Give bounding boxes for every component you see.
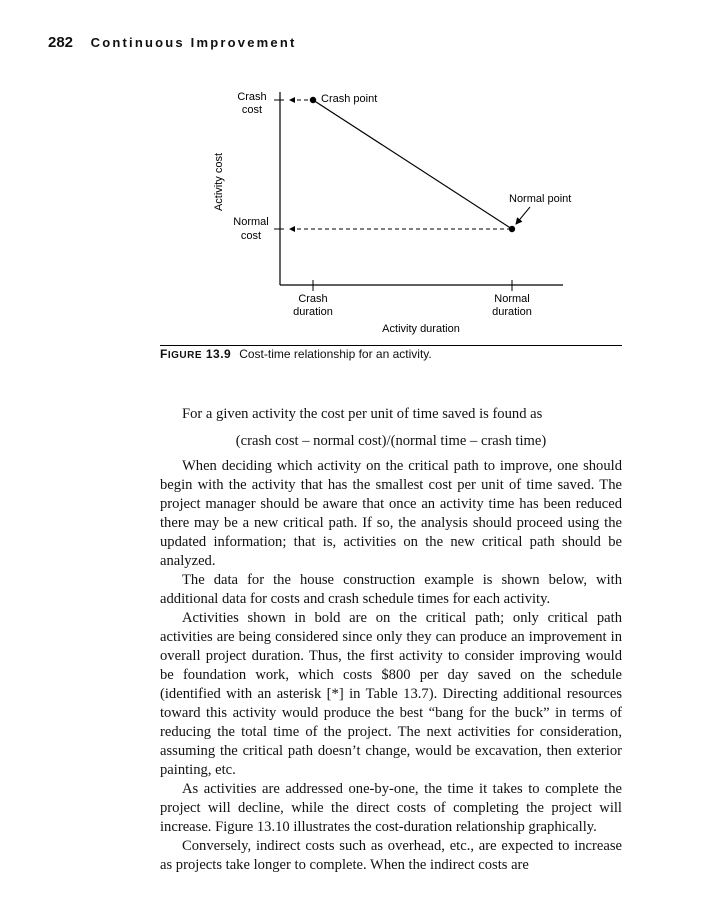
intro-paragraph: For a given activity the cost per unit of time saved is found as [182,406,543,422]
caption-rule [160,345,622,346]
y-axis-label: Activity cost [213,152,225,212]
x-tick-label-crash-2: duration [293,306,333,318]
figure-caption [160,347,432,361]
crash-point-label: Crash point [321,93,378,105]
x-tick-label-crash-1: Crash [298,293,328,305]
paragraph-5: Conversely, indirect costs such as overhead, etc., are expected to increase as projects take longer to complete. When the indirect costs are [160,838,622,873]
normal-point-label: Normal point [509,193,572,205]
x-tick-label-normal-2: duration [492,306,532,318]
page-number: 282 [48,34,74,51]
y-tick-label-normal-1: Normal [233,216,269,228]
formula: (crash cost – normal cost)/(normal time – crash time) [235,433,547,449]
y-tick-label-crash-2: cost [241,104,263,116]
paragraph-1: When deciding which activity on the critical path to improve, one should begin with the activity that has the smallest cost per unit of time saved. The project manager should be aware that once an activity time has been reduced there may be a new critical path. If so, the analysis should proceed using the updated information; that is, activities on the new critical path should be analyzed. [160,458,622,569]
normal-point-marker [509,226,515,232]
normal-point-pointer [516,207,530,224]
paragraph-2: The data for the house construction example is shown below, with additional data for costs and crash schedule times for each activity. [160,572,622,607]
crash-point-marker [310,97,316,103]
x-axis-label: Activity duration [382,323,460,335]
x-tick-label-normal-1: Normal [494,293,530,305]
y-tick-label-crash-1: Crash [237,91,267,103]
y-tick-label-normal-2: cost [240,230,262,242]
body-text [160,405,622,875]
caption-label: FIGURE 13.9 [160,347,232,361]
caption-text: Cost-time relationship for an activity. [239,347,432,361]
running-title: Continuous Improvement [90,35,297,50]
paragraph-3: Activities shown in bold are on the critical path; only critical path activities are being considered since only they can produce an improvement in overall project duration. Thus, the first activity to consider improving would be foundation work, which costs $800 per day saved on the schedule (identified with an asterisk [*] in Table 13.7). Directing additional resources toward this activity would produce the best “bang for the buck” in terms of reducing the total time of the project. The next activities for consideration, assuming the critical path doesn’t change, would be excavation, then exterior painting, etc. [160,610,622,778]
paragraph-4: As activities are addressed one-by-one, the time it takes to complete the project will decline, while the direct costs of completing the project will increase. Figure 13.10 illustrates the cost-duration relationship graphically. [160,781,622,835]
figure-13-9 [0,80,715,340]
running-head [48,34,297,51]
cost-time-line [313,100,512,229]
cost-time-chart [0,80,715,340]
